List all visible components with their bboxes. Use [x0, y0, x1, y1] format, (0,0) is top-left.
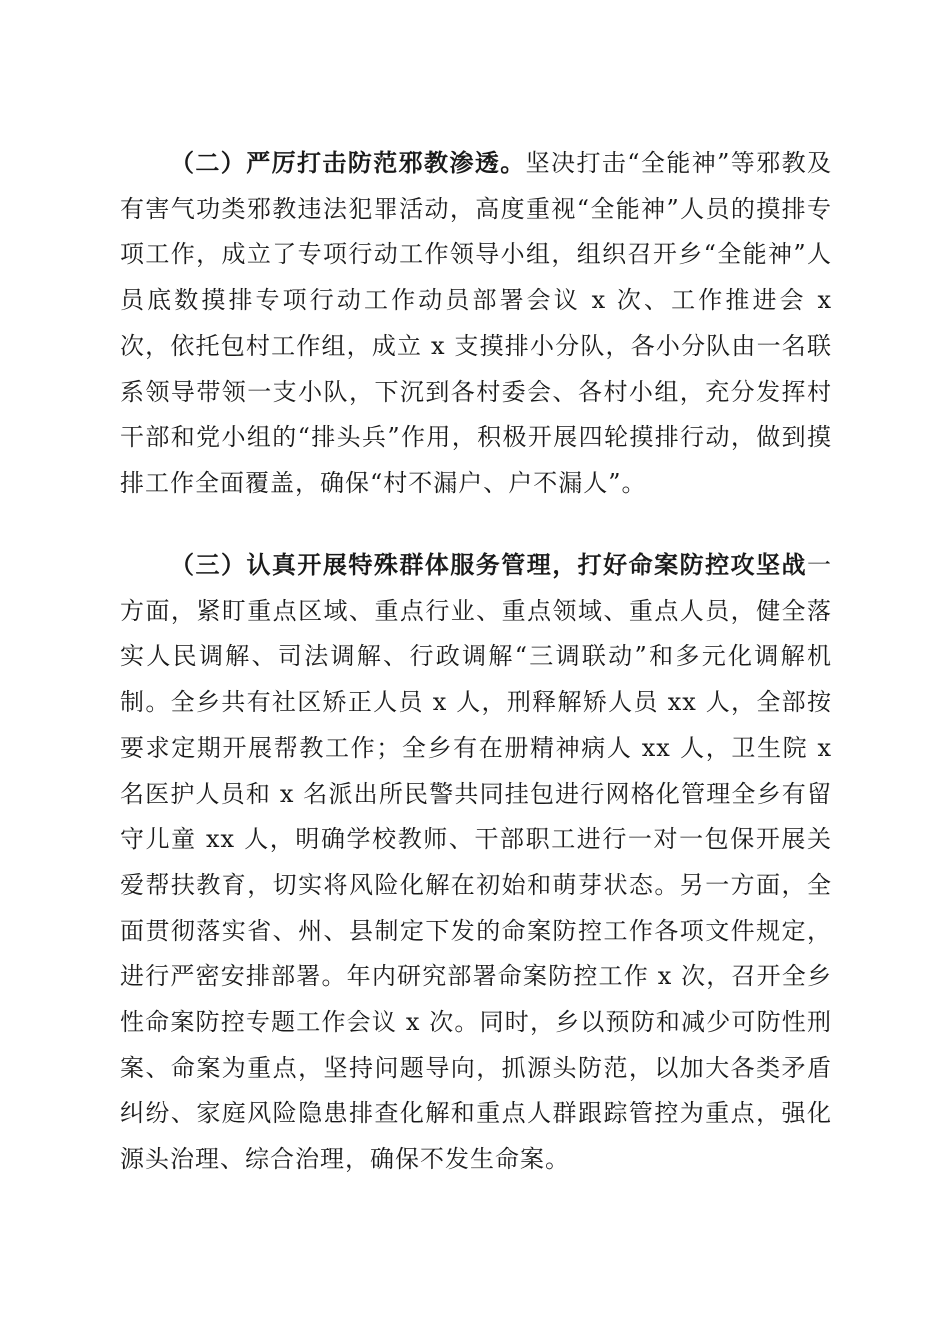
section-3-body: 一方面，紧盯重点区域、重点行业、重点领域、重点人员，健全落实人民调解、司法调解、行政调解“三调联动”和多元化调解机制。全乡共有社区矫正人员 x 人，刑释解矫人员 xx 人，全部按要求定期开展帮教工作；全乡有在册精神病人 xx 人，卫生院 x 名医护人员和 x 名派出所民警共同挂包进行网格化管理全乡有留守儿童 xx 人，明确学校教师、干部职工进行一对一包保开展关爱帮扶教育，切实将风险化解在初始和萌芽状态。另一方面，全面贯彻落实省、州、县制定下发的命案防控工作各项文件规定，进行严密安排部署。年内研究部署命案防控工作 x 次，召开全乡性命案防控专题工作会议 x 次。同时，乡以预防和减少可防性刑案、命案为重点，坚持问题导向，抓源头防范，以加大各类矛盾纠纷、家庭风险隐患排查化解和重点人群跟踪管控为重点，强化源头治理、综合治理，确保不发生命案。 — [120, 551, 832, 1174]
paragraph-section-3 — [120, 542, 832, 1183]
section-2-heading: （二）严厉打击防范邪教渗透。 — [170, 148, 526, 177]
section-2-body: 坚决打击“全能神”等邪教及有害气功类邪教违法犯罪活动，高度重视“全能神”人员的摸排专项工作，成立了专项行动工作领导小组，组织召开乡“全能神”人员底数摸排专项行动工作动员部署会议 x 次、工作推进会 x 次，依托包村工作组，成立 x 支摸排小分队，各小分队由一名联系领导带领一支小队，下沉到各村委会、各村小组，充分发挥村干部和党小组的“排头兵”作用，积极开展四轮摸排行动，做到摸排工作全面覆盖，确保“村不漏户、户不漏人”。 — [120, 149, 833, 497]
section-3-heading: （三）认真开展特殊群体服务管理，打好命案防控攻坚战 — [170, 550, 807, 579]
paragraph-section-2 — [120, 140, 832, 507]
